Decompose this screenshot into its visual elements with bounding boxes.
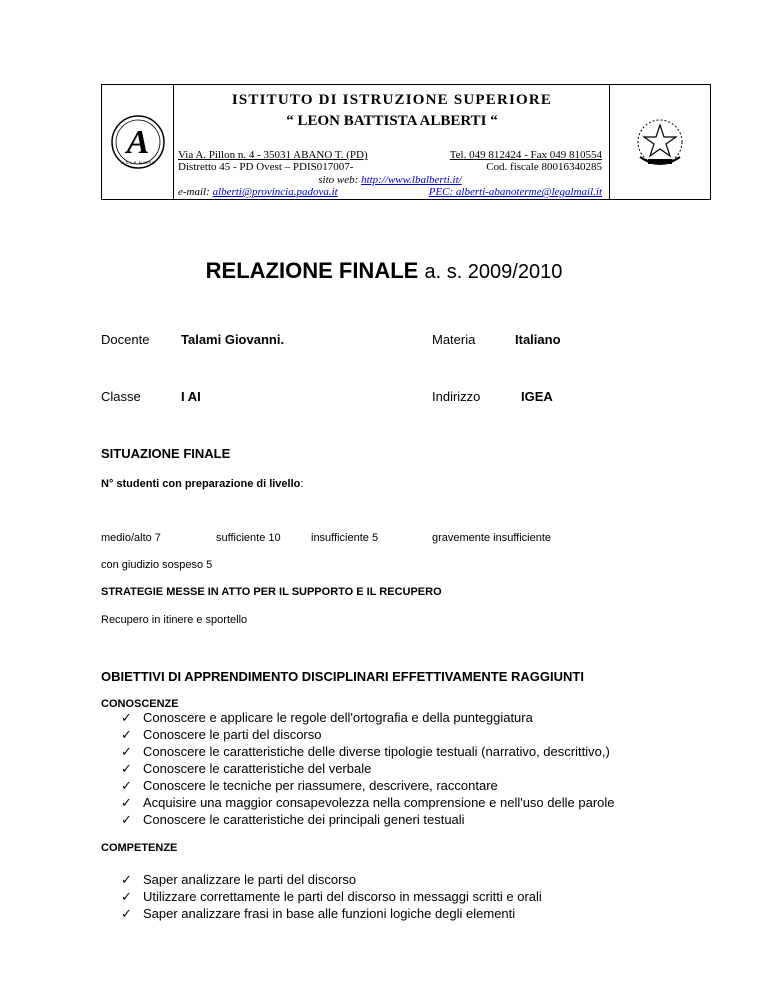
website-line <box>178 174 602 186</box>
email-link[interactable]: alberti@provincia.padova.it <box>212 186 338 198</box>
strategie-text: Recupero in itinere e sportello <box>101 614 248 626</box>
email-line <box>178 186 602 198</box>
sufficiente: sufficiente 10 <box>216 532 281 544</box>
check-icon: ✓ <box>121 761 132 776</box>
check-icon: ✓ <box>121 778 132 793</box>
strategie-heading: STRATEGIE MESSE IN ATTO PER IL SUPPORTO E IL RECUPERO <box>101 586 442 598</box>
address-line <box>178 149 602 161</box>
docente-label: Docente <box>101 332 150 347</box>
insufficiente: insufficiente 5 <box>311 532 379 544</box>
letterhead <box>101 84 711 200</box>
list-item: ✓ Acquisire una maggior consapevolezza nella comprensione e nell'uso delle parole <box>121 795 615 810</box>
title-main: RELAZIONE FINALE <box>205 258 419 283</box>
list-item: ✓ Conoscere le parti del discorso <box>121 727 322 742</box>
situazione-heading: SITUAZIONE FINALE <box>101 446 231 461</box>
materia-value: Italiano <box>515 332 561 347</box>
institute-name: “ LEON BATTISTA ALBERTI “ <box>286 113 498 129</box>
list-item: ✓ Conoscere le caratteristiche dei principali generi testuali <box>121 812 465 827</box>
svg-text:A: A <box>126 124 150 161</box>
giudizio-sospeso: con giudizio sospeso 5 <box>101 559 213 571</box>
republic-emblem <box>609 85 710 199</box>
list-item: ✓ Saper analizzare le parti del discorso <box>121 872 357 887</box>
competenze-heading: COMPETENZE <box>101 842 178 854</box>
materia-label: Materia <box>432 332 476 347</box>
competenze-list <box>121 871 741 922</box>
list-item: ✓ Conoscere le tecniche per riassumere, descrivere, raccontare <box>121 778 498 793</box>
indirizzo-label: Indirizzo <box>432 389 481 404</box>
website-link[interactable]: http://www.lbalberti.it/ <box>361 174 462 186</box>
check-icon: ✓ <box>121 727 132 742</box>
medio-alto: medio/alto 7 <box>101 532 161 544</box>
district-line <box>178 161 602 173</box>
students-line <box>101 478 303 490</box>
fiscal-code: Cod. fiscale 80016340285 <box>486 161 602 173</box>
title-year: a. s. 2009/2010 <box>424 261 563 283</box>
classe-label: Classe <box>101 389 141 404</box>
list-item: ✓ Conoscere e applicare le regole dell'ortografia e della punteggiatura <box>121 710 533 725</box>
email-label: e-mail: <box>178 186 213 198</box>
gravemente-insufficiente: gravemente insufficiente <box>432 532 552 544</box>
check-icon: ✓ <box>121 744 132 759</box>
conoscenze-heading: CONOSCENZE <box>101 698 179 710</box>
svg-text:I.I.S. L.B. ALBERTI: I.I.S. L.B. ALBERTI <box>121 160 155 165</box>
indirizzo-value: IGEA <box>521 389 553 404</box>
classe-value: I AI <box>181 389 201 404</box>
check-icon: ✓ <box>121 889 132 904</box>
website-label: sito web: <box>318 174 362 186</box>
students-colon: : <box>300 478 304 490</box>
list-item: ✓ Saper analizzare frasi in base alle funzioni logiche degli elementi <box>121 906 516 921</box>
list-item: ✓ Utilizzare correttamente le parti del discorso in messaggi scritti e orali <box>121 889 542 904</box>
institute-type: ISTITUTO DI ISTRUZIONE SUPERIORE <box>231 92 553 108</box>
obiettivi-heading: OBIETTIVI DI APPRENDIMENTO DISCIPLINARI EFFETTIVAMENTE RAGGIUNTI <box>101 669 584 684</box>
check-icon: ✓ <box>121 795 132 810</box>
school-logo <box>102 85 174 199</box>
document-title <box>0 258 768 284</box>
check-icon: ✓ <box>121 812 132 827</box>
list-item: ✓ Conoscere le caratteristiche del verbale <box>121 761 372 776</box>
check-icon: ✓ <box>121 710 132 725</box>
letterhead-text <box>174 85 610 199</box>
students-label: N° studenti con preparazione di livello <box>101 478 301 490</box>
pec-link[interactable]: PEC: alberti-abanoterme@legalmail.it <box>428 186 602 198</box>
check-icon: ✓ <box>121 906 132 921</box>
list-item: ✓ Conoscere le caratteristiche delle diverse tipologie testuali (narrativo, descrittivo,) <box>121 744 610 759</box>
address: Via A. Pillon n. 4 - 35031 ABANO T. (PD) <box>178 149 368 161</box>
phone-fax: Tel. 049 812424 - Fax 049 810554 <box>449 149 602 161</box>
conoscenze-list <box>121 709 741 828</box>
district: Distretto 45 - PD Ovest – PDIS017007- <box>178 161 354 173</box>
docente-value: Talami Giovanni. <box>181 332 285 347</box>
check-icon: ✓ <box>121 872 132 887</box>
